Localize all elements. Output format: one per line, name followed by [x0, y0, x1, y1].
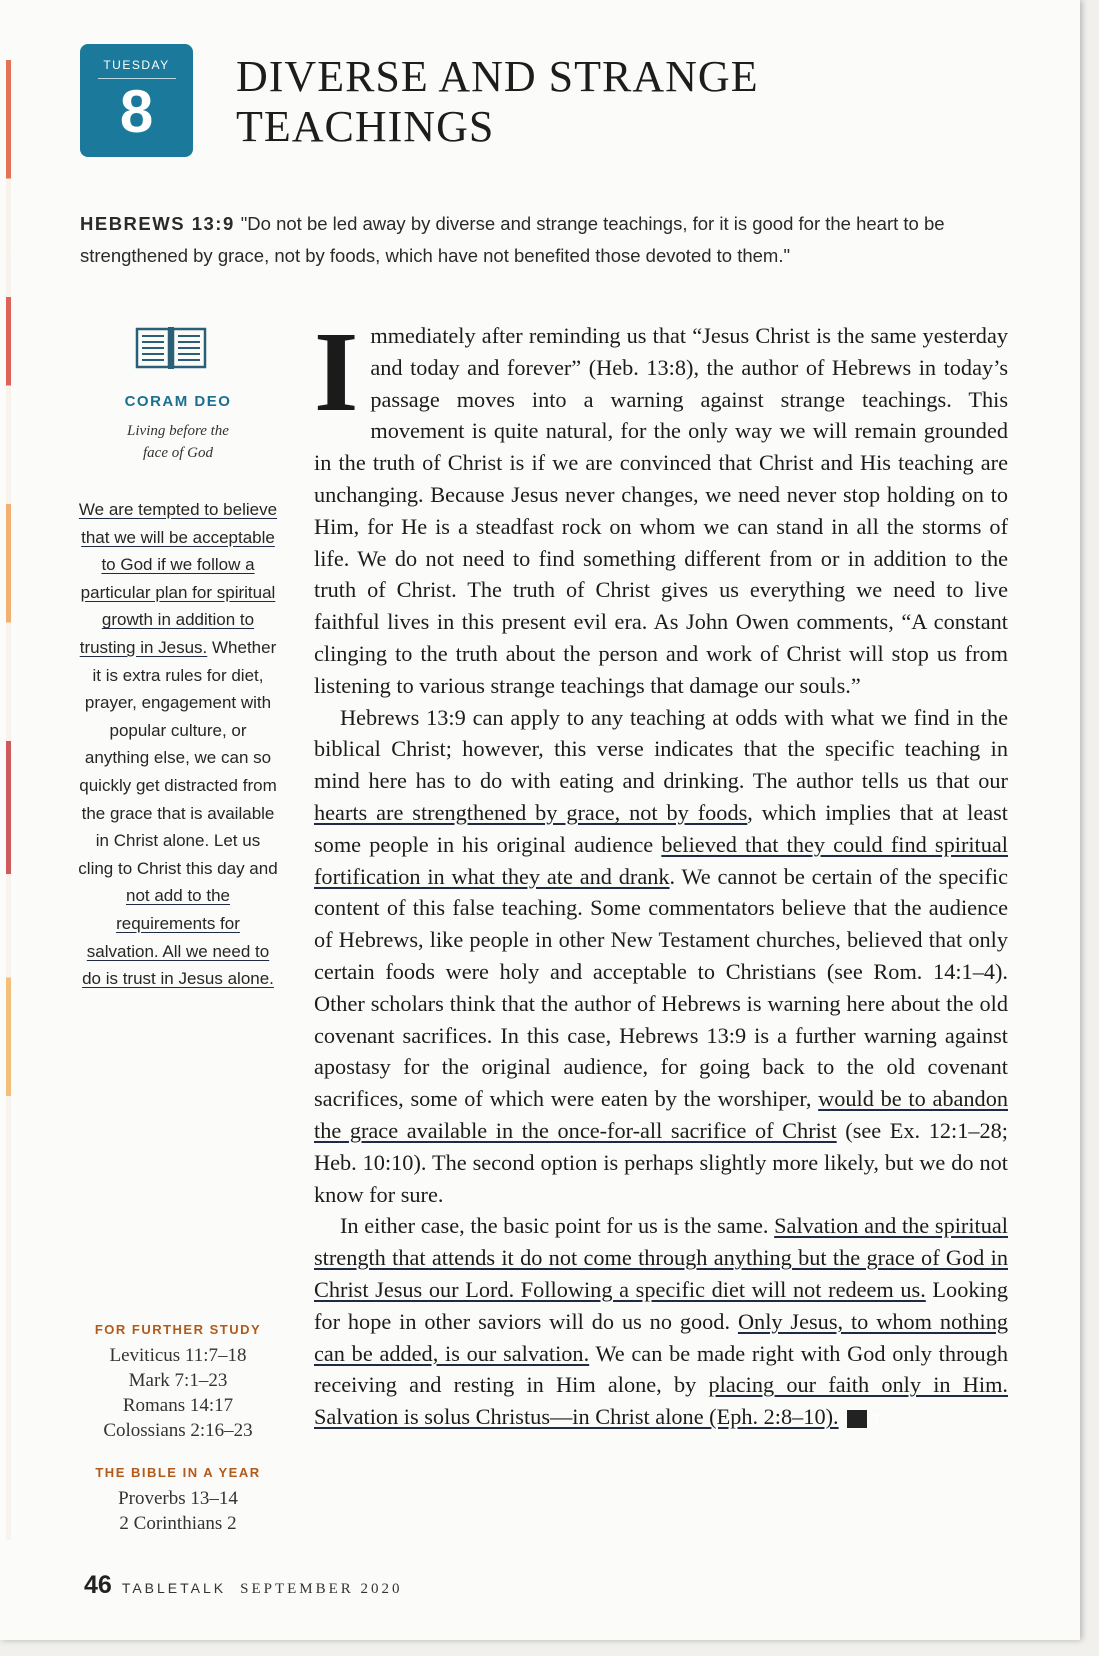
underlined-text: Salvation and the spiritual strength that attends it do not come through anything but the grace of God in Christ Jesus our Lord. Following a specific diet will not redeem us. [314, 1213, 1008, 1302]
underlined-text: believed that they could find spiritual fortification in what they ate and drank [314, 831, 1008, 889]
paragraph-text: , which implies that at least some people in his original audience [314, 799, 1008, 857]
article-paragraph-3 [314, 1210, 1008, 1433]
further-study-item: Colossians 2:16–23 [103, 1420, 253, 1441]
page-edge-color-strip [6, 60, 11, 1540]
paragraph-1-text: mmediately after reminding us that “Jesus Christ is the same yesterday and today and forever” (Heb. 13:8), the author of Hebrews in today’s passage moves into a warning against strange teachings. This movement is quite natural, for the only way we will remain grounded in the truth of Christ is if we are convinced that Christ and His teaching are unchanging. Because Jesus never changes, we need never stop holding on to Him, for He is a steadfast rock on whom we can stand in all the storms of life. We do not need to find something different from or in addition to the truth of Christ. The truth of Christ gives us everything we need to live faithful lives in this present evil era. As John Owen comments, “A constant clinging to the truth about the person and work of Christ will stop us from listening to various strange teachings that damage our souls.” [314, 323, 1008, 698]
coram-deo-subtitle-line-1: Living before the [127, 423, 229, 439]
verse-reference: HEBREWS 13:9 [80, 213, 235, 234]
further-study-list [78, 1343, 278, 1443]
article-paragraph-2 [314, 702, 1008, 1211]
coram-deo-underlined-2: not add to the requirements for salvation. All we need to do is trust in Jesus alone. [82, 886, 274, 989]
day-label: TUESDAY [98, 58, 176, 79]
paragraph-text: Hebrews 13:9 can apply to any teaching at odds with what we find in the biblical Christ; however, this verse indicates that the specific teaching in mind here has to do with eating and drinking. The author tells us that our [314, 704, 1008, 794]
further-study-item: Mark 7:1–23 [128, 1370, 228, 1391]
coram-deo-underlined-1: We are tempted to believe that we will be acceptable to God if we follow a particular plan for spiritual growth in addition to trusting in Jesus. [78, 500, 278, 657]
page-number: 46 [84, 1571, 112, 1599]
further-study-item: Leviticus 11:7–18 [109, 1345, 247, 1366]
date-badge [80, 44, 193, 157]
underlined-text: Only Jesus, to whom nothing can be added, is our salvation. [314, 1308, 1008, 1366]
verse-text: "Do not be led away by diverse and strange teachings, for it is good for the heart to be strengthened by grace, not by foods, which have not benefited those devoted to them." [80, 213, 945, 266]
coram-deo-plain: Whether it is extra rules for diet, prayer, engagement with popular culture, or anything else, we can so quickly get distracted from the grace that is available in Christ alone. Let us cling to Christ this day and [78, 637, 278, 878]
paragraph-text: Looking for hope in other saviors will do us no good. [314, 1276, 1008, 1334]
bible-in-a-year-title: THE BIBLE IN A YEAR [95, 1465, 261, 1480]
drop-cap: I [314, 308, 359, 435]
day-number: 8 [119, 78, 154, 145]
coram-deo-subtitle-line-2: face of God [143, 445, 213, 461]
underlined-text: placing our faith only in Him. Salvation is solus Christus—in Christ alone (Eph. 2:8–10). [314, 1372, 1008, 1430]
article-body [314, 308, 1008, 1433]
paragraph-text: In either case, the basic point for us is the same. [340, 1213, 775, 1239]
tabletalk-end-mark-icon: T [847, 1410, 867, 1428]
magazine-name: TABLETALK [121, 1580, 227, 1596]
coram-deo-body [78, 496, 278, 993]
paragraph-text: We can be made right with God only through receiving and resting in Him alone, by [314, 1340, 1008, 1398]
bible-in-a-year-item: 2 Corinthians 2 [119, 1513, 237, 1534]
underlined-text: would be to abandon the grace available in the once-for-all sacrifice of Christ [314, 1086, 1008, 1143]
further-study-item: Romans 14:17 [122, 1395, 234, 1416]
title-line-2: TEACHINGS [236, 102, 495, 151]
underlined-text: hearts are strengthened by grace, not by foods [314, 799, 748, 825]
coram-deo-subtitle [78, 420, 278, 464]
coram-deo-title: CORAM DEO [124, 393, 232, 410]
paragraph-text: (see Ex. 12:1–28; Heb. 10:10). The second option is perhaps slightly more likely, but we do not know for sure. [314, 1117, 1008, 1207]
page-title [236, 52, 936, 152]
further-study-title: FOR FURTHER STUDY [94, 1322, 262, 1337]
bible-in-a-year-item: Proverbs 13–14 [118, 1488, 238, 1509]
paragraph-text: . We cannot be certain of the specific content of this false teaching. Some commentators believe that the audience of Hebrews, like people in other New Testament churches, believed that only certain foods were holy and acceptable to Christians (see Rom. 14:1–4). Other scholars think that the author of Hebrews is warning here about the old covenant sacrifices. In this case, Hebrews 13:9 is a further warning against apostasy for the original audience, for going back to the old covenant sacrifices, some of which were eaten by the worshiper, [314, 863, 1008, 1112]
book-icon [135, 323, 207, 371]
page-footer [84, 1571, 403, 1600]
issue-date: SEPTEMBER 2020 [240, 1581, 403, 1597]
article-paragraph-1 [314, 308, 1008, 702]
bible-in-a-year-list [78, 1486, 278, 1536]
title-line-1: DIVERSE AND STRANGE [236, 52, 759, 101]
key-verse [80, 208, 1010, 272]
